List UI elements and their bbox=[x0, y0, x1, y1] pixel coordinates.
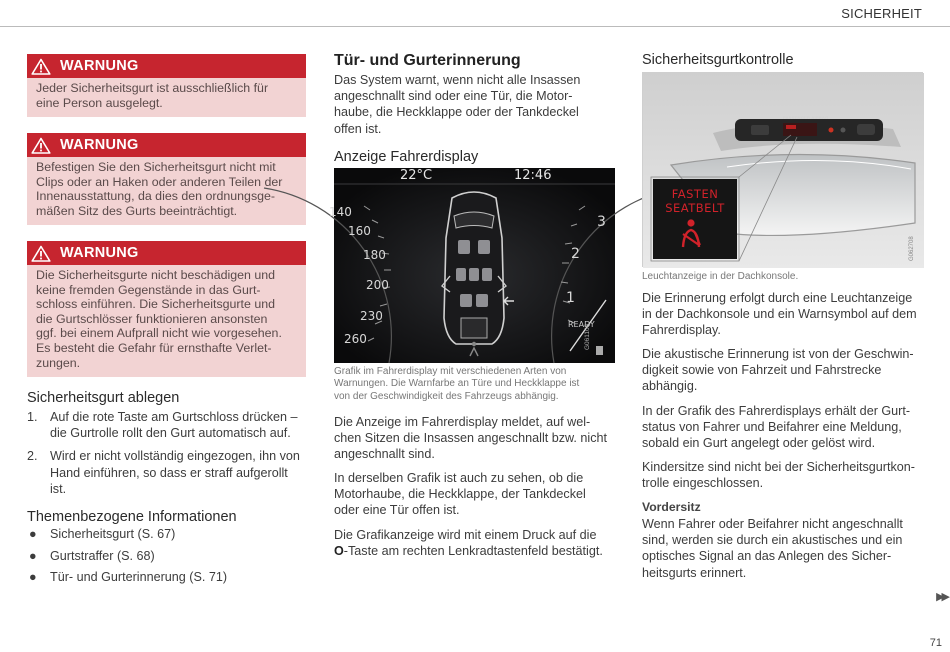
warning-line: zungen. bbox=[36, 355, 81, 370]
belt-check-para4 bbox=[642, 459, 932, 491]
warning-line: Befestigen Sie den Sicherheitsgurt nicht mit bbox=[36, 160, 276, 174]
speed-tick-label: 230 bbox=[360, 309, 383, 323]
text-line: Das System warnt, wenn nicht alle Insassen bbox=[334, 73, 581, 87]
image-code: G062708 bbox=[909, 236, 915, 261]
warning-header bbox=[27, 54, 306, 78]
text-line: Die Erinnerung erfolgt durch eine Leuchtanzeige bbox=[642, 291, 913, 305]
ablegen-steps bbox=[27, 409, 312, 497]
text-line: Fahrerdisplay. bbox=[642, 323, 721, 338]
warning-triangle-icon bbox=[31, 58, 51, 75]
related-item[interactable] bbox=[27, 526, 312, 542]
roof-console-graphic bbox=[643, 73, 924, 268]
belt-check-para1 bbox=[642, 290, 932, 339]
warning-box-1 bbox=[27, 54, 306, 117]
text-line bbox=[334, 543, 624, 559]
related-heading: Themenbezogene Informationen bbox=[27, 509, 237, 525]
belt-check-para2 bbox=[642, 346, 932, 395]
text-line: haube, die Heckklappe oder der Tankdeckel bbox=[334, 105, 579, 120]
text-line: heitsgurts erinnert. bbox=[642, 565, 747, 580]
next-page-icon[interactable]: ▶▶ bbox=[936, 591, 947, 603]
speed-tick-label: 160 bbox=[348, 224, 371, 238]
text-line: In der Grafik des Fahrerdisplays erhält der Gurt- bbox=[642, 404, 911, 418]
rpm-tick-label: 3 bbox=[597, 214, 606, 230]
warning-line: mäßen Sitz des Gurts beeinträchtigt. bbox=[36, 203, 238, 218]
caption-line: von der Geschwindigkeit des Fahrzeugs abhängig. bbox=[334, 390, 559, 402]
bullet-icon: ● bbox=[29, 570, 37, 584]
driver-display-caption bbox=[334, 366, 619, 403]
reminder-intro bbox=[334, 72, 624, 137]
warning-triangle-icon bbox=[31, 137, 51, 154]
step-line: Wird er nicht vollständig eingezogen, ihn von bbox=[50, 449, 300, 464]
text-line: optisches Signal an das Anlegen des Sicher- bbox=[642, 549, 892, 564]
time-readout: 12:46 bbox=[514, 168, 552, 183]
text-line: angeschnallt sind oder eine Tür, die Motor- bbox=[334, 89, 573, 104]
header-title: SICHERHEIT bbox=[841, 6, 922, 21]
car-top-view-icon bbox=[442, 192, 506, 344]
rpm-tick-label: 1 bbox=[566, 290, 575, 306]
warning-box-3 bbox=[27, 241, 306, 377]
text-line: sind, werden sie durch ein akustisches und ein bbox=[642, 533, 903, 548]
text-line: oder eine Tür offen ist. bbox=[334, 503, 460, 518]
step-number: 2. bbox=[27, 449, 38, 464]
warning-line: Clips oder an Haken oder anderen Teilen der bbox=[36, 174, 283, 189]
related-item[interactable] bbox=[27, 548, 312, 564]
warning-line: Jeder Sicherheitsgurt ist ausschließlich für bbox=[36, 81, 269, 95]
driver-display-para3 bbox=[334, 527, 624, 559]
lamp-text: FASTEN bbox=[671, 187, 719, 201]
text-line: sobald ein Gurt angelegt oder gelöst wird. bbox=[642, 436, 876, 451]
warning-header bbox=[27, 133, 306, 157]
speed-tick-label: 200 bbox=[366, 278, 389, 292]
fuel-icon bbox=[596, 346, 603, 355]
bullet-icon: ● bbox=[29, 548, 37, 563]
warning-line: schloss einführen. Die Sicherheitsgurte und bbox=[36, 297, 275, 312]
related-list bbox=[27, 526, 312, 591]
warning-text bbox=[27, 78, 306, 117]
text-line: Die Grafikanzeige wird mit einem Druck auf die bbox=[334, 528, 597, 542]
step-line: die Gurtrolle rollt den Gurt automatisch auf. bbox=[50, 426, 291, 441]
text-line: digkeit sowie von Fahrzeit und Fahrstrecke bbox=[642, 363, 882, 378]
caption-line: Grafik im Fahrerdisplay mit verschiedenen Arten von bbox=[334, 366, 567, 377]
related-link[interactable]: Gurtstraffer (S. 68) bbox=[50, 548, 155, 563]
warning-line: Es besteht die Gefahr für ernsthafte Verlet- bbox=[36, 340, 272, 355]
warning-line: Innenausstattung, da dies den ordnungsge- bbox=[36, 189, 276, 204]
belt-check-para3 bbox=[642, 403, 932, 452]
header-divider bbox=[0, 26, 950, 27]
console-label: PASSENGER AIRBAG bbox=[783, 115, 829, 120]
warning-title: WARNUNG bbox=[60, 245, 139, 261]
text-line: Die akustische Erinnerung ist von der Geschwin- bbox=[642, 347, 914, 361]
o-button-label: O bbox=[334, 544, 344, 559]
text-line: in der Dachkonsole und ein Warnsymbol auf dem bbox=[642, 307, 917, 322]
speed-tick-label: 260 bbox=[344, 332, 367, 346]
warning-text bbox=[27, 265, 306, 377]
warning-line: Die Sicherheitsgurte nicht beschädigen und bbox=[36, 268, 276, 282]
warning-line: die Gurtschlösser funktionieren ansonsten bbox=[36, 311, 268, 326]
text-line: chen Sitzen die Insassen angeschnallt bzw. nicht bbox=[334, 431, 608, 446]
text-line: Kindersitze sind nicht bei der Sicherheitsgurtkon- bbox=[642, 460, 916, 474]
warning-header bbox=[27, 241, 306, 265]
warning-triangle-icon bbox=[31, 245, 51, 262]
belt-check-heading: Sicherheitsgurtkontrolle bbox=[642, 52, 794, 68]
step-line: ist. bbox=[50, 481, 67, 496]
text-line: Die Anzeige im Fahrerdisplay meldet, auf wel- bbox=[334, 415, 591, 429]
related-link[interactable]: Sicherheitsgurt (S. 67) bbox=[50, 527, 176, 541]
warning-box-2 bbox=[27, 133, 306, 225]
warning-title: WARNUNG bbox=[60, 58, 139, 74]
warning-line: ggf. bei einem Aufprall nicht wie vorgesehen. bbox=[36, 326, 282, 341]
related-link[interactable]: Tür- und Gurterinnerung (S. 71) bbox=[50, 570, 228, 584]
text-line: angeschnallt sind. bbox=[334, 447, 435, 462]
front-seat-heading: Vordersitz bbox=[642, 500, 701, 514]
image-code: G061108 bbox=[584, 323, 591, 350]
driver-display-heading: Anzeige Fahrerdisplay bbox=[334, 149, 479, 165]
warning-line: keine fremden Gegenstände in das Gurt- bbox=[36, 282, 261, 297]
step-item bbox=[27, 409, 312, 441]
ablegen-heading: Sicherheitsgurt ablegen bbox=[27, 390, 180, 406]
bullet-icon: ● bbox=[29, 527, 37, 541]
text-line: Wenn Fahrer oder Beifahrer nicht angeschnallt bbox=[642, 517, 903, 531]
step-item bbox=[27, 448, 312, 497]
driver-display-para2 bbox=[334, 470, 624, 519]
step-line: Auf die rote Taste am Gurtschloss drücken – bbox=[50, 410, 298, 424]
speed-tick-label: 140 bbox=[329, 205, 352, 219]
caption-line: Warnungen. Die Warnfarbe an Türe und Heckklappe ist bbox=[334, 378, 580, 390]
warning-line: eine Person ausgelegt. bbox=[36, 95, 163, 110]
text-line: status von Fahrer und Beifahrer eine Meldung, bbox=[642, 420, 902, 435]
text-fragment: -Taste am rechten Lenkradtastenfeld bestätigt. bbox=[343, 544, 603, 559]
ready-label: READY bbox=[568, 320, 595, 329]
fasten-seatbelt-lamp bbox=[653, 187, 737, 215]
text-line: trolle eingeschlossen. bbox=[642, 476, 764, 491]
reminder-title: Tür- und Gurterinnerung bbox=[334, 52, 521, 69]
step-line: Hand einführen, so dass er straff aufgerollt bbox=[50, 465, 288, 480]
roof-console-image bbox=[642, 72, 923, 267]
text-line: abhängig. bbox=[642, 379, 698, 394]
rpm-tick-label: 2 bbox=[571, 246, 580, 262]
lamp-text: SEATBELT bbox=[665, 201, 725, 215]
roof-console-caption: Leuchtanzeige in der Dachkonsole. bbox=[642, 271, 799, 282]
text-line: offen ist. bbox=[334, 121, 382, 136]
page-number: 71 bbox=[929, 637, 942, 649]
speed-tick-label: 180 bbox=[363, 248, 386, 262]
text-line: In derselben Grafik ist auch zu sehen, ob die bbox=[334, 471, 584, 485]
driver-display-image bbox=[329, 168, 615, 363]
warning-text bbox=[27, 157, 306, 225]
related-item[interactable] bbox=[27, 569, 312, 585]
warning-title: WARNUNG bbox=[60, 137, 139, 153]
front-seat-text bbox=[642, 516, 932, 581]
step-number: 1. bbox=[27, 410, 38, 424]
driver-display-graphic bbox=[334, 168, 615, 363]
temperature-readout: 22°C bbox=[400, 168, 433, 183]
driver-display-para1 bbox=[334, 414, 624, 463]
text-line: Motorhaube, die Heckklappe, der Tankdeckel bbox=[334, 487, 586, 502]
